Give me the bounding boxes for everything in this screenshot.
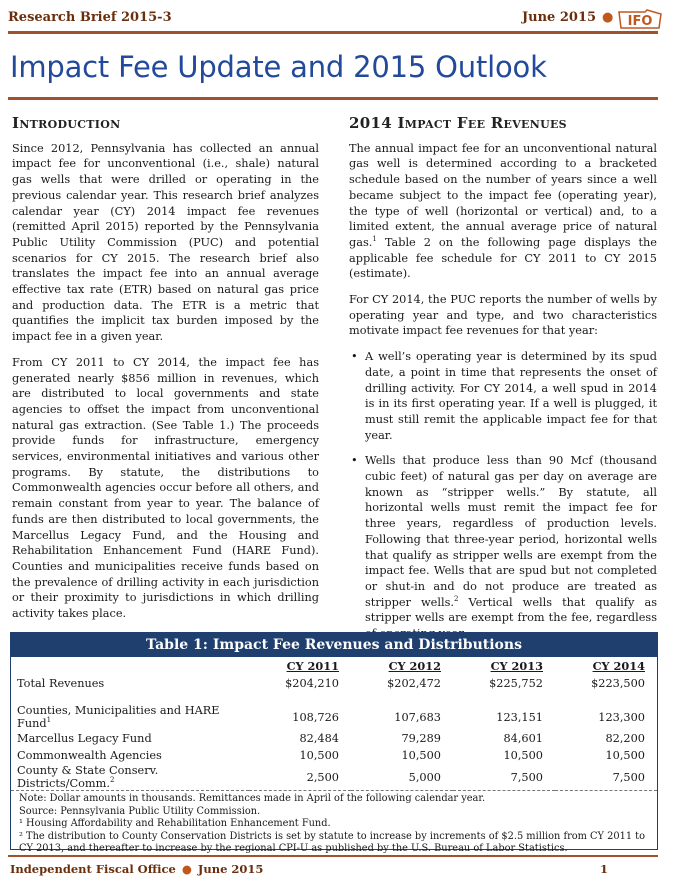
- revenue-table: [10, 632, 658, 854]
- intro-paragraph-2: From CY 2011 to CY 2014, the impact fee has generated nearly $856 million in revenues, which are distributed to local governments and state agencies to offset the impact from unconventional natural gas extraction. (See Table 1.) The proceeds provide funds for infrastructure, emergency services, environmental initiatives and various other programs. By statute, the distributions to Commonwealth agencies occur before all others, and remain constant from year to year. The balance of funds are then distributed to local governments, the Marcellus Legacy Fund, and the Housing and Rehabilitation Enhancement Fund (HARE Fund). Counties and municipalities receive funds based on the prevalence of drilling activity in each jurisdiction or their proximity to jurisdictions in which drilling activity takes place.: [12, 355, 319, 621]
- intro-paragraph-1: Since 2012, Pennsylvania has collected an annual impact fee for unconventional (i.e., shale) natural gas wells that were drilled or operating in the previous calendar year. This research brief analyzes calendar year (CY) 2014 impact fee revenues (remitted April 2015) reported by the Pennsylvania Public Utility Commission (PUC) and potential scenarios for CY 2015. The research brief also translates the impact fee into an annual average effective tax rate (ETR) based on natural gas price and production data. The ETR is a metric that quantifies the implicit tax burden imposed by the impact fee in a given year.: [12, 141, 319, 344]
- revenues-paragraph-1: The annual impact fee for an unconventional natural gas well is determined according to a bracketed schedule based on the number of years since a well became subject to the impact fee (operating year), the type of well (horizontal or vertical) and, to a limited extent, the annual average price of natural gas.$^1$ Table 2 on the following page displays the applicable fee schedule for CY 2011 to CY 2015 (estimate).: [349, 141, 657, 281]
- bullet-icon: •: [351, 454, 358, 468]
- table-row: [11, 764, 657, 791]
- table-cell: $204,210: [285, 677, 339, 690]
- revenues-paragraph-2: For CY 2014, the PUC reports the number of wells by operating year and type, and two characteristics motivate impact fee revenues for that year:: [349, 293, 657, 338]
- revenues-column: [349, 116, 657, 652]
- bullet-icon: •: [351, 350, 358, 364]
- title-rule: [8, 97, 658, 100]
- table-row: [11, 747, 657, 764]
- page-number: 1: [600, 862, 609, 876]
- brief-number: Research Brief 2015-3: [8, 10, 172, 25]
- column-header: CY 2012: [388, 659, 441, 673]
- page-title: Impact Fee Update and 2015 Outlook: [10, 50, 547, 84]
- table-note: Source: Pennsylvania Public Utility Commission.: [19, 805, 261, 817]
- characteristics-list: [349, 349, 657, 642]
- table-cell: 82,484: [299, 732, 339, 745]
- table-row: [11, 704, 657, 730]
- table-cell: $223,500: [591, 677, 645, 690]
- table-cell: $202,472: [387, 677, 441, 690]
- table-notes: [11, 791, 657, 856]
- svg-text:IFO: IFO: [627, 14, 653, 29]
- table-header-row: [11, 657, 657, 675]
- table-cell: 2,500: [249, 764, 351, 791]
- table-cell: 7,500: [555, 764, 657, 791]
- table-cell: 10,500: [503, 749, 543, 762]
- bullet-icon: ●: [181, 862, 192, 876]
- table-cell: 79,289: [401, 732, 441, 745]
- table-cell: 10,500: [299, 749, 339, 762]
- column-header: CY 2014: [592, 659, 645, 673]
- row-label: Total Revenues: [17, 677, 105, 690]
- table-cell: 84,601: [503, 732, 543, 745]
- footer-rule: [8, 855, 658, 857]
- row-label: County & State Conserv. Districts/Comm.$^2$: [11, 764, 249, 791]
- table-cell: $225,752: [489, 677, 543, 690]
- table-cell: 107,683: [394, 710, 441, 724]
- table-row: [11, 730, 657, 747]
- table-note: ² The distribution to County Conservation Districts is set by statute to increase by increments of $2.5 million from CY 2011 to CY 2013, and thereafter to increase by the regional CPI-U as published by the U.S. Bureau of Labor Statistics.: [19, 830, 646, 854]
- table-cell: 7,500: [453, 764, 555, 791]
- table-cell: 82,200: [605, 732, 645, 745]
- ifo-logo: [617, 8, 663, 30]
- table-cell: 5,000: [351, 764, 453, 791]
- table-cell: 123,151: [496, 710, 543, 724]
- list-item: • Wells that produce less than 90 Mcf (thousand cubic feet) of natural gas per day on average are known as “stripper wells.” By statute, all horizontal wells must remit the impact fee for three years, regardless of production levels. Following that three-year period, horizontal wells that qualify as stripper wells are exempt from the impact fee. Wells that are spud but not completed or shut-in and do not produce are treated as stripper wells.$^2$ Vertical wells that qualify as stripper wells are exempt from the fee, regardless: [351, 454, 657, 625]
- footnote-ref-1: 1: [372, 235, 377, 244]
- footer-office: Independent Fiscal Office ● June 2015: [10, 862, 264, 876]
- table-cell: 108,726: [292, 710, 339, 724]
- table-cell: 10,500: [605, 749, 645, 762]
- row-label: Commonwealth Agencies: [17, 749, 162, 762]
- table-note: Note: Dollar amounts in thousands. Remittances made in April of the following calendar year.: [19, 793, 486, 804]
- row-label: Marcellus Legacy Fund: [17, 732, 152, 745]
- bullet-icon: ●: [602, 10, 614, 25]
- table-note: ¹ Housing Affordability and Rehabilitation Enhancement Fund.: [19, 818, 331, 829]
- table-row: [11, 675, 657, 692]
- revenues-heading: 2014 Impact Fee Revenues: [349, 114, 567, 132]
- header-rule: [8, 31, 658, 34]
- row-label: Counties, Municipalities and HARE Fund$^1$: [17, 704, 220, 730]
- column-header: CY 2013: [490, 659, 543, 673]
- footnote-ref-2: 2: [453, 594, 459, 603]
- introduction-column: [12, 116, 319, 632]
- table-cell: 123,300: [598, 710, 645, 724]
- brief-date: June 2015 ●: [522, 10, 614, 25]
- table-title: Table 1: Impact Fee Revenues and Distributions: [11, 633, 657, 657]
- table-cell: 10,500: [401, 749, 441, 762]
- list-item: • A well’s operating year is determined by its spud date, a point in time that represents the onset of drilling activity. For CY 2014, a well spud in 2014 is in its first operating year. If a well is plugged, it must still remit the applicable impact fee for that year.: [351, 350, 657, 442]
- introduction-heading: Introduction: [12, 114, 121, 132]
- column-header: CY 2011: [286, 659, 339, 673]
